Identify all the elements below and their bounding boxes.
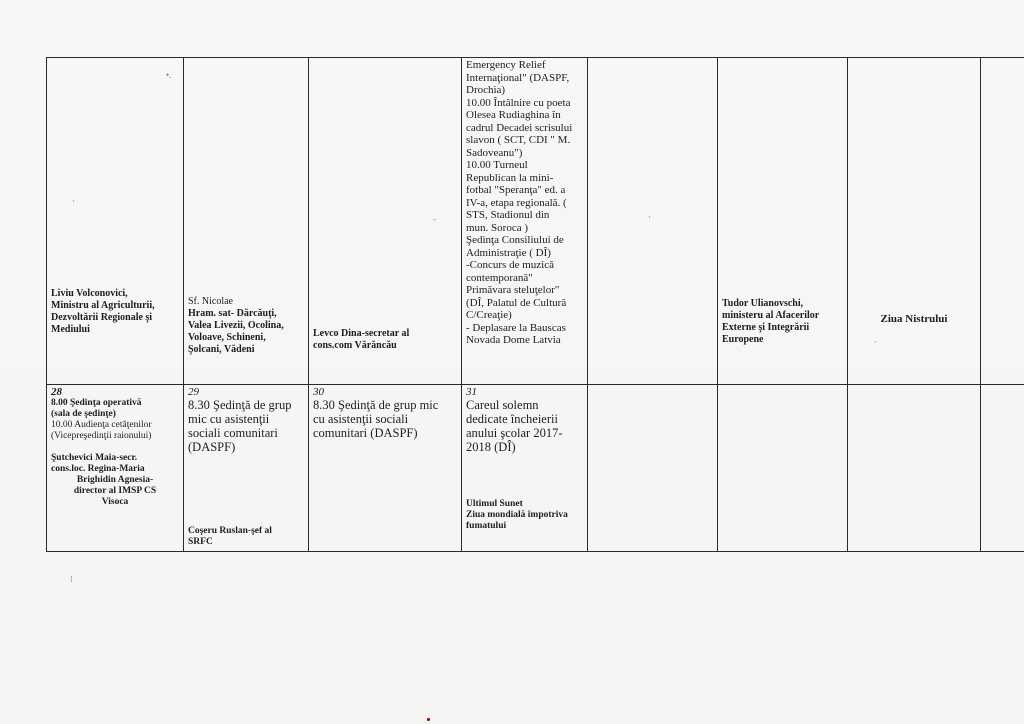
row2-col7 bbox=[848, 385, 981, 552]
ziua-nistrului: Ziua Nistrului bbox=[880, 313, 948, 325]
scan-speck: •. bbox=[166, 70, 172, 80]
guest-names: Şutchevici Maia-secr. cons.loc. Regina-Maria Brighidin Agnesia- director al IMSP CS Visoca bbox=[51, 453, 157, 507]
row2-col6 bbox=[718, 385, 848, 552]
day-number: 28 bbox=[51, 386, 62, 398]
ultimul-sunet: Ultimul Sunet Ziua mondială împotriva fumatului bbox=[466, 499, 568, 531]
row1-col1 bbox=[47, 58, 184, 385]
scan-speck: ⁝ bbox=[70, 574, 73, 584]
row1-col3 bbox=[309, 58, 462, 385]
guest-levco: Levco Dina-secretar al cons.com Vărăncău bbox=[313, 328, 410, 351]
row2-col2-day29: 29 8.30 Şedinţă de grup mic cu asistenţii sociali comunitari (DASPF) Coşeru Ruslan-şef al SRFC bbox=[184, 385, 309, 552]
guest-ulianovschi: Tudor Ulianovschi, ministeru al Afacerilor Externe şi Integrării Europene bbox=[722, 298, 820, 345]
day-number: 30 bbox=[313, 386, 324, 398]
row2-col4-day31: 31 Careul solemn dedicate încheierii anului şcolar 2017- 2018 (DÎ) Ultimul Sunet Ziua mondială împotriva fumatului bbox=[462, 385, 588, 552]
day-number: 31 bbox=[466, 386, 477, 398]
scan-speck bbox=[427, 718, 430, 721]
guest-volconovici: Liviu Volconovici, Ministru al Agriculturii, Dezvoltării Regionale şi Mediului bbox=[51, 288, 155, 335]
row1-col6 bbox=[718, 58, 848, 385]
schedule-table bbox=[46, 57, 1024, 552]
row2-col1-day28: 28 8.00 Şedinţa operativă (sala de şedinţe) 10.00 Audienţa cetăţenilor (Vicepreşedinţii raionului) Şutchevici Maia-secr. cons.loc. Regina-Maria Brighidin Agnesia- director al IMSP CS Visoca bbox=[47, 385, 184, 552]
table-row bbox=[47, 385, 1024, 552]
hram-nicolae: Sf. Nicolae Hram. sat- Dărcăuţi, Valea Livezii, Ocolina, Voloave, Schineni, Şolcani, Vădeni bbox=[188, 296, 284, 355]
scan-speck: - bbox=[433, 214, 436, 224]
row1-col8 bbox=[981, 58, 1024, 385]
row1-col2 bbox=[184, 58, 309, 385]
row1-col7 bbox=[848, 58, 981, 385]
table-row bbox=[47, 58, 1024, 385]
events-list: Emergency Relief Internaţional" (DASPF, Drochia) 10.00 Întâlnire cu poeta Olesea Rudiaghina în cadrul Decadei scrisului slavon ( SCT, CDI " M. Sadoveanu") 10.00 Turneul Republican la mini- fotbal "Speranţa" ed. a IV-a, etapa regională. ( STS, Stadionul din mun. Soroca ) Şedinţa Consiliului de Administraţie ( DÎ) -Concurs de muzică contemporană" Primăvara steluţelor" (DÎ, Palatul de Cultură C/Creaţie) - Deplasare la Bauscas Novada Dome Latvia bbox=[466, 59, 573, 346]
scan-speck: ` bbox=[874, 340, 877, 350]
scan-speck: · bbox=[72, 196, 75, 206]
row2-col3-day30: 30 8.30 Şedinţă de grup mic cu asistenţii sociali comunitari (DASPF) bbox=[309, 385, 462, 552]
row2-col8 bbox=[981, 385, 1024, 552]
guest-coseru: Coşeru Ruslan-şef al SRFC bbox=[188, 526, 272, 547]
scan-speck: · bbox=[648, 212, 651, 222]
row1-col4 bbox=[462, 58, 588, 385]
day-number: 29 bbox=[188, 386, 199, 398]
row1-col5 bbox=[588, 58, 718, 385]
row2-col5 bbox=[588, 385, 718, 552]
